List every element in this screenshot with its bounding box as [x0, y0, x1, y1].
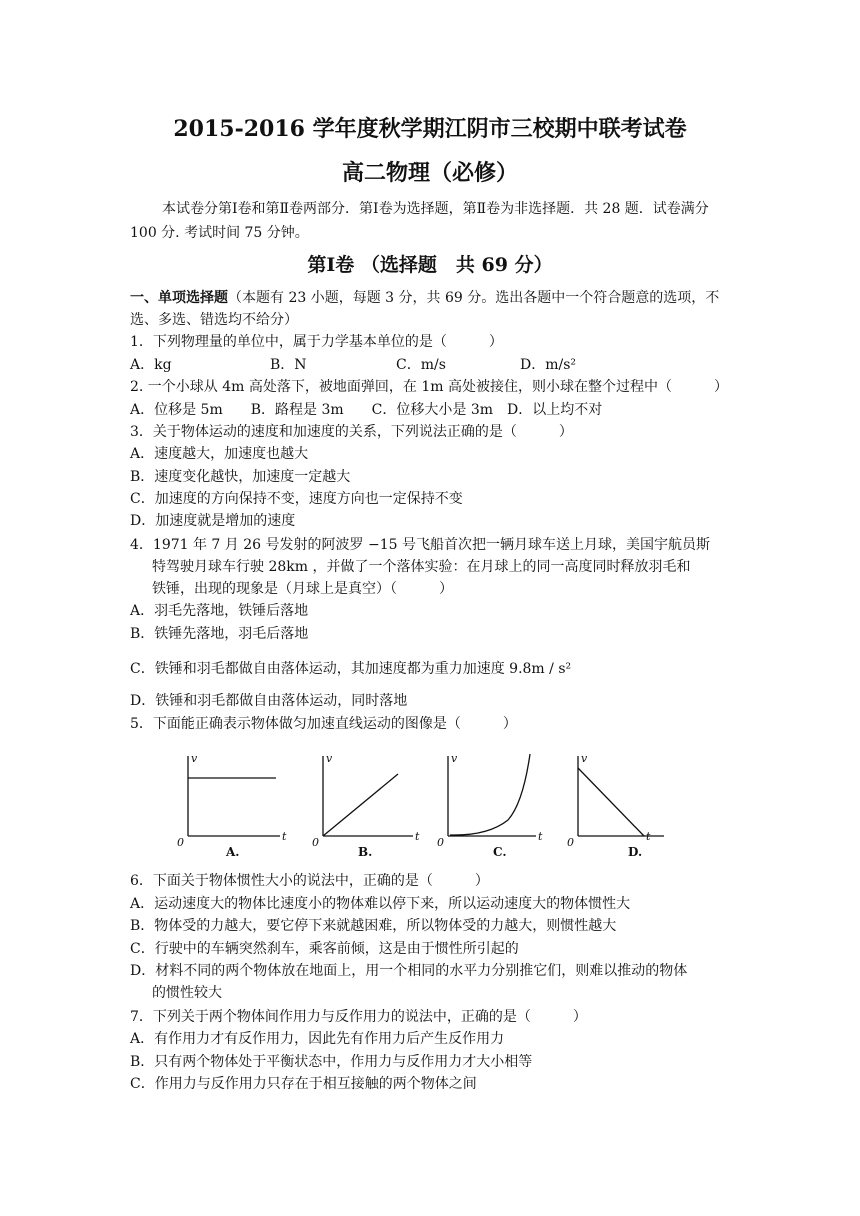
instruction-heading: 一、单项选择题	[130, 290, 228, 306]
exam-title: 2015-2016 学年度秋学期江阴市三校期中联考试卷	[173, 116, 687, 142]
q1-stem: 1．下列物理量的单位中，属于力学基本单位的是（ ）	[130, 334, 503, 350]
graph-c-t-label: t	[538, 830, 543, 843]
q3-stem: 3．关于物体运动的速度和加速度的关系，下列说法正确的是（ ）	[130, 424, 573, 440]
instruction-text: （本题有 23 小题，每题 3 分，共 69 分。选出各题中一个符合题意的选项，不选、多选、错选均不给分）	[130, 290, 720, 328]
q6-stem: 6．下面关于物体惯性大小的说法中，正确的是（ ）	[130, 873, 489, 889]
section-instruction	[130, 287, 735, 331]
q7-option-a: A．有作用力才有反作用力，因此先有作用力后产生反作用力	[130, 1031, 505, 1047]
graph-d-t-label: t	[646, 830, 651, 843]
q6-option-d-line1: D．材料不同的两个物体放在地面上，用一个相同的水平力分别推它们，则难以推动的物体	[130, 963, 688, 979]
q4-stem-line1: 4．1971 年 7 月 26 号发射的阿波罗 −15 号飞船首次把一辆月球车送上月球，美国宇航员斯	[130, 537, 710, 553]
graph-a-label: A.	[226, 845, 240, 859]
q5-stem: 5．下面能正确表示物体做匀加速直线运动的图像是（ ）	[130, 716, 517, 732]
q1-options	[130, 354, 735, 376]
q4-stem-line3: 铁锤，出现的现象是（月球上是真空）（ ）	[152, 581, 453, 597]
graph-d-origin: 0	[567, 836, 574, 849]
q6-option-b: B．物体受的力越大，要它停下来就越困难，所以物体受的力越大，则惯性越大	[130, 918, 617, 934]
exam-intro: 本试卷分第Ⅰ卷和第Ⅱ卷两部分．第Ⅰ卷为选择题，第Ⅱ卷为非选择题．共 28 题．试卷满分 100 分. 考试时间 75 分钟。	[130, 201, 709, 241]
graph-b-v-label: v	[326, 752, 333, 765]
graph-b-origin: 0	[312, 836, 319, 849]
q7-option-b: B．只有两个物体处于平衡状态中，作用力与反作用力才大小相等	[130, 1054, 533, 1070]
exam-subtitle: 高二物理（必修）	[341, 160, 518, 186]
q2-options: A．位移是 5m B．路程是 3m C．位移大小是 3m D．以上均不对	[130, 402, 603, 418]
graph-a-t-label: t	[282, 830, 287, 843]
graph-d-label: D.	[628, 845, 643, 859]
q3-option-a: A．速度越大，加速度也越大	[130, 446, 309, 462]
graph-c-v-label: v	[451, 752, 458, 765]
section-title: 第Ⅰ卷 （选择题 共 69 分）	[307, 254, 553, 276]
q4-option-b: B．铁锤先落地，羽毛后落地	[130, 626, 309, 642]
q3-option-d: D．加速度就是增加的速度	[130, 513, 296, 529]
graph-a-v-label: v	[191, 752, 198, 765]
graph-b-label: B.	[358, 845, 373, 859]
q4-option-d: D．铁锤和羽毛都做自由落体运动，同时落地	[130, 693, 408, 709]
q6-option-a: A．运动速度大的物体比速度小的物体难以停下来，所以运动速度大的物体惯性大	[130, 896, 631, 912]
graph-c-origin: 0	[437, 836, 444, 849]
q1-option-d: D．m/s²	[520, 357, 577, 373]
graph-c-label: C.	[493, 845, 507, 859]
q4-option-c: C．铁锤和羽毛都做自由落体运动，其加速度都为重力加速度 9.8m / s²	[130, 661, 572, 677]
graph-d-v-label: v	[581, 752, 588, 765]
q7-option-c: C．作用力与反作用力只存在于相互接触的两个物体之间	[130, 1076, 477, 1092]
q4-stem-line2: 特驾驶月球车行驶 28km ，并做了一个落体实验：在月球上的同一高度同时释放羽毛和	[152, 559, 691, 575]
q1-option-c: C．m/s	[396, 357, 446, 373]
graph-b-t-label: t	[415, 830, 420, 843]
q1-option-a: A．kg	[130, 357, 172, 373]
q1-option-b: B．N	[270, 357, 307, 373]
q3-option-c: C．加速度的方向保持不变，速度方向也一定保持不变	[130, 491, 463, 507]
q7-stem: 7．下列关于两个物体间作用力与反作用力的说法中，正确的是（ ）	[130, 1009, 587, 1025]
q6-option-c: C．行驶中的车辆突然刹车，乘客前倾，这是由于惯性所引起的	[130, 941, 519, 957]
q6-option-d-line2: 的惯性较大	[152, 985, 222, 1001]
q2-stem: 2. 一个小球从 4m 高处落下，被地面弹回，在 1m 高处被接住，则小球在整个过程中（ ）	[130, 379, 728, 395]
q4-option-a: A．羽毛先落地，铁锤后落地	[130, 603, 309, 619]
q5-graphs	[168, 748, 651, 863]
q3-option-b: B．速度变化越快，加速度一定越大	[130, 469, 351, 485]
graph-a-origin: 0	[177, 836, 184, 849]
